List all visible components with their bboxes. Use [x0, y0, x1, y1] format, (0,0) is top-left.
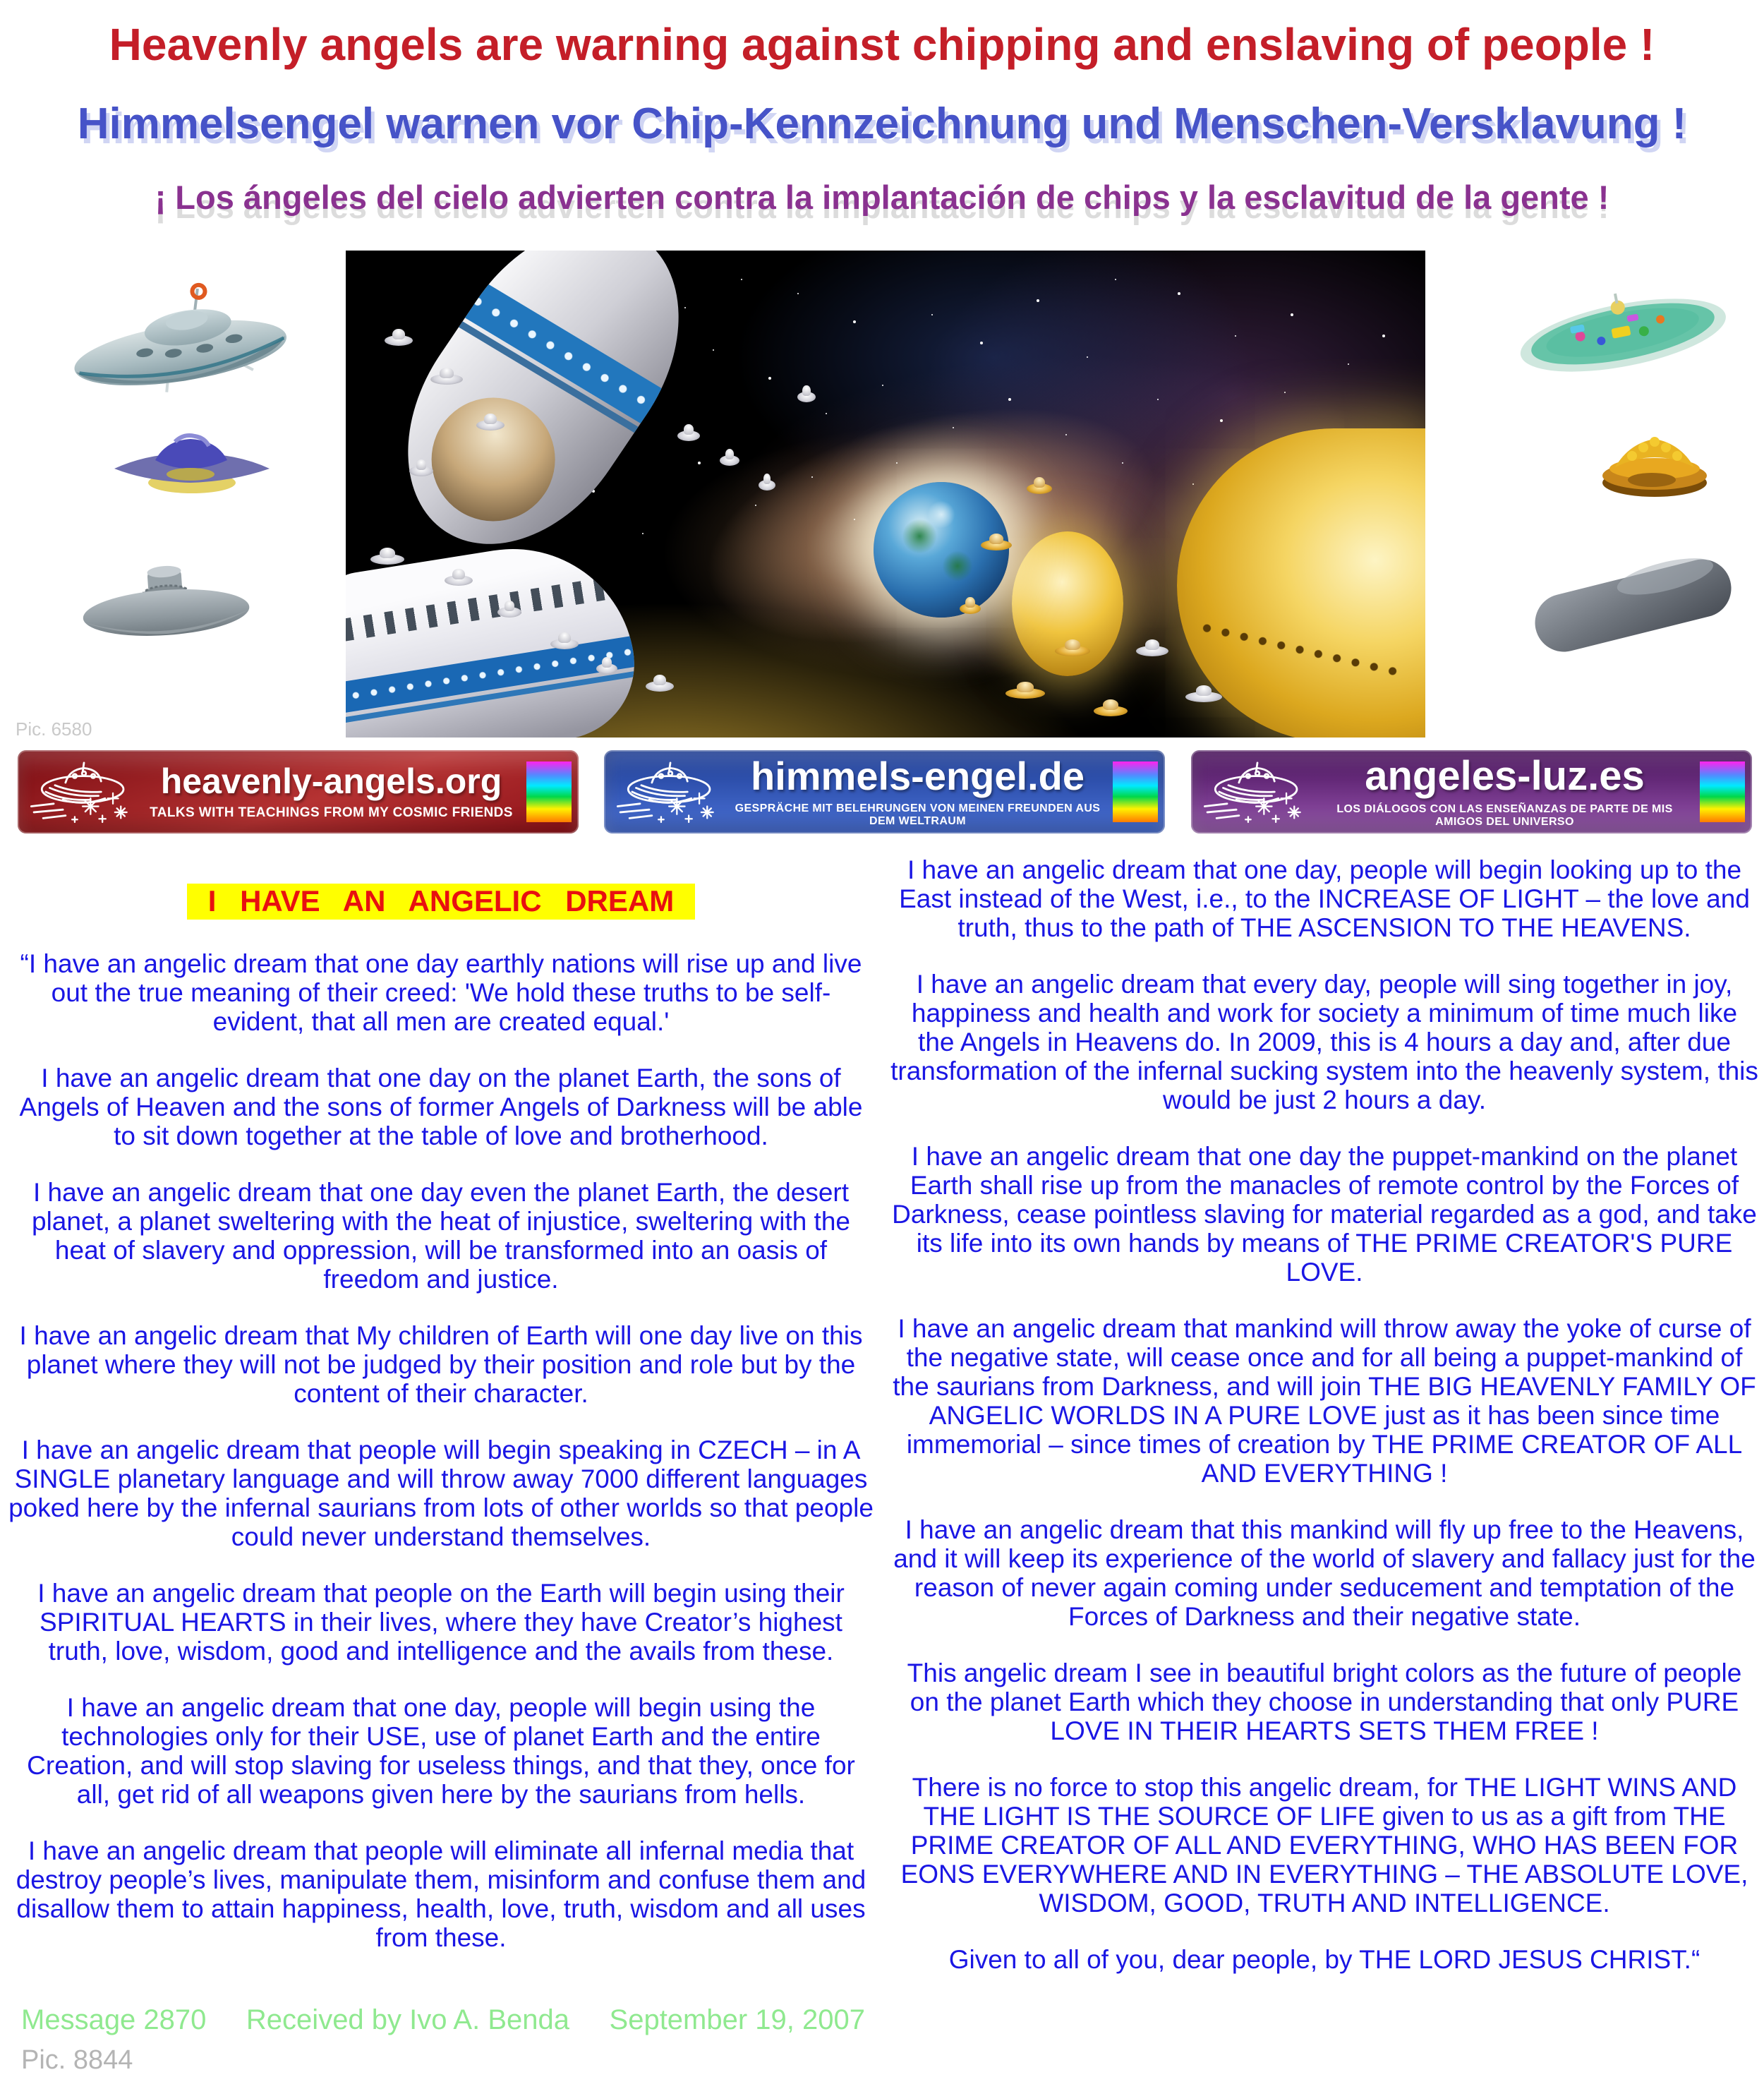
ufo-logo-icon: [611, 755, 730, 829]
rainbow-bar: [1700, 761, 1745, 822]
scene-pic-number: Pic. 6580: [16, 718, 92, 740]
left-paragraph-1: “I have an angelic dream that one day earthly nations will rise up and live out the true meaning of their creed: 'We hold these truths to be self-evident, that all men are created equal.': [20, 949, 862, 1036]
right-paragraph-2: I have an angelic dream that every day, people will sing together in joy, happiness and health and work for society a minimum of time much like the Angels in Heavens do. In 2009, this is 4 hours a day and, after due transformation of the infernal sucking system into the heavenly system, this would be just 2 hours a day.: [890, 970, 1758, 1114]
headline-spanish: ¡ Los ángeles del cielo advierten contra la implantación de chips y la esclavitud de la gente !: [155, 179, 1609, 216]
banner-tagline: TALKS WITH TEACHINGS FROM MY COSMIC FRIENDS: [150, 805, 513, 821]
banner-domain: himmels-engel.de: [750, 753, 1085, 798]
banner-tagline: GESPRÄCHE MIT BELEHRUNGEN VON MEINEN FREUNDEN AUS DEM WELTRAUM: [735, 802, 1101, 828]
right-paragraph-7: There is no force to stop this angelic dream, for THE LIGHT WINS AND THE LIGHT IS THE SOURCE OF LIFE given to us as a gift from THE PRIME CREATOR OF ALL AND EVERYTHING, WHO HAS BEEN FOR EONS EVERYWHERE AND IN EVERYTHING – THE ABSOLUTE LOVE, WISDOM, GOOD, TRUTH AND INTELLIGENCE.: [900, 1773, 1748, 1918]
headline-english: Heavenly angels are warning against chipping and enslaving of people !: [109, 19, 1655, 70]
left-paragraph-2: I have an angelic dream that one day on the planet Earth, the sons of Angels of Heaven and the sons of former Angels of Darkness will be able to sit down together at the table of love and brotherhood.: [19, 1064, 863, 1150]
ufo-disc-image-right-top: [1510, 286, 1736, 381]
right-paragraph-5: I have an angelic dream that this mankind will fly up free to the Heavens, and it will keep its experience of the world of slavery and fallacy just for the reason of never again coming under seducement and temptation of the Forces of Darkness and their negative state.: [893, 1515, 1756, 1631]
banner-domain: heavenly-angels.org: [160, 761, 502, 801]
page-pic-number: Pic. 8844: [21, 2045, 133, 2075]
banner-tagline: LOS DIÁLOGOS CON LAS ENSEÑANZAS DE PARTE DE MIS AMIGOS DEL UNIVERSO: [1336, 803, 1673, 829]
star-field: [346, 251, 347, 252]
headline-german: Himmelsengel warnen vor Chip-Kennzeichnung und Menschen-Versklavung !: [77, 100, 1687, 148]
message-number: Message 2870: [21, 2004, 207, 2035]
message-meta-row: [21, 2004, 865, 2036]
banner-link-himmels-engel[interactable]: [604, 750, 1165, 833]
right-paragraph-4: I have an angelic dream that mankind will throw away the yoke of curse of the negative state, will cease once and for all being a puppet-mankind of the saurians from Darkness, and will join THE BIG HEAVENLY FAMILY OF ANGELIC WORLDS IN A PURE LOVE just as it has been since time immemorial – since times of creation by THE PRIME CREATOR OF ALL AND EVERYTHING !: [893, 1314, 1756, 1488]
rainbow-bar: [526, 761, 572, 822]
ufo-saucer-image-right-middle: [1591, 429, 1718, 500]
right-paragraph-8: Given to all of you, dear people, by THE LORD JESUS CHRIST.“: [948, 1945, 1700, 1974]
right-paragraph-3: I have an angelic dream that one day the puppet-mankind on the planet Earth shall rise up from the manacles of remote control by the Forces of Darkness, cease pointless slaving for material regarded as a god, and take its life into its own hands by means of THE PRIME CREATOR'S PURE LOVE.: [892, 1142, 1757, 1287]
left-paragraph-7: I have an angelic dream that one day, people will begin using the technologies only for their USE, use of planet Earth and the entire Creation, and will stop slaving for useless things, and that they, once for all, get rid of all weapons given here by the saurians from hells.: [27, 1693, 855, 1809]
left-paragraph-4: I have an angelic dream that My children of Earth will one day live on this planet where they will not be judged by their position and role but by the content of their character.: [19, 1321, 863, 1408]
banner-link-heavenly-angels[interactable]: [18, 750, 579, 833]
rainbow-bar: [1113, 761, 1158, 822]
left-paragraph-6: I have an angelic dream that people on the Earth will begin using their SPIRITUAL HEARTS in their lives, where they have Creator’s highest truth, love, wisdom, good and intelligence and the avails from these.: [37, 1579, 845, 1666]
right-paragraph-1: I have an angelic dream that one day, people will begin looking up to the East instead of the West, i.e., to the INCREASE OF LIGHT – the love and truth, thus to the path of THE ASCENSION TO THE HEAVENS.: [899, 855, 1750, 942]
ufo-saucer-image-left-middle: [106, 432, 275, 499]
left-paragraph-8: I have an angelic dream that people will eliminate all infernal media that destroy people’s lives, manipulate them, misinform and confuse them and disallow them to attain happiness, health, love, truth, wisdom and all uses from these.: [16, 1836, 866, 1952]
angelic-dream-title: I HAVE AN ANGELIC DREAM: [187, 884, 695, 920]
ufo-logo-icon: [1198, 755, 1317, 829]
ufo-saucer-image-left-bottom: [78, 558, 254, 642]
ufo-saucer-image-left-top: [60, 282, 300, 402]
ufo-logo-icon: [25, 755, 143, 829]
right-paragraph-6: This angelic dream I see in beautiful bright colors as the future of people on the planet Earth which they choose in understanding that only PURE LOVE IN THEIR HEARTS SETS THEM FREE !: [907, 1658, 1742, 1745]
left-column: [7, 884, 875, 1980]
banner-domain: angeles-luz.es: [1365, 752, 1645, 799]
banner-link-angeles-luz[interactable]: [1191, 750, 1752, 833]
left-paragraph-3: I have an angelic dream that one day even the planet Earth, the desert planet, a planet sweltering with the heat of injustice, sweltering with the heat of slavery and oppression, will be transformed into an oasis of freedom and justice.: [32, 1178, 850, 1294]
space-scene-image: [346, 251, 1425, 738]
received-by: Received by Ivo A. Benda: [246, 2004, 569, 2035]
left-paragraph-5: I have an angelic dream that people will begin speaking in CZECH – in A SINGLE planetary language and will throw away 7000 different languages poked here by the infernal saurians from lots of other worlds so that people could never understand themselves.: [8, 1435, 874, 1551]
message-date: September 19, 2007: [609, 2004, 865, 2035]
ufo-cigar-image-right-bottom: [1521, 554, 1753, 660]
right-column: [890, 855, 1758, 2001]
